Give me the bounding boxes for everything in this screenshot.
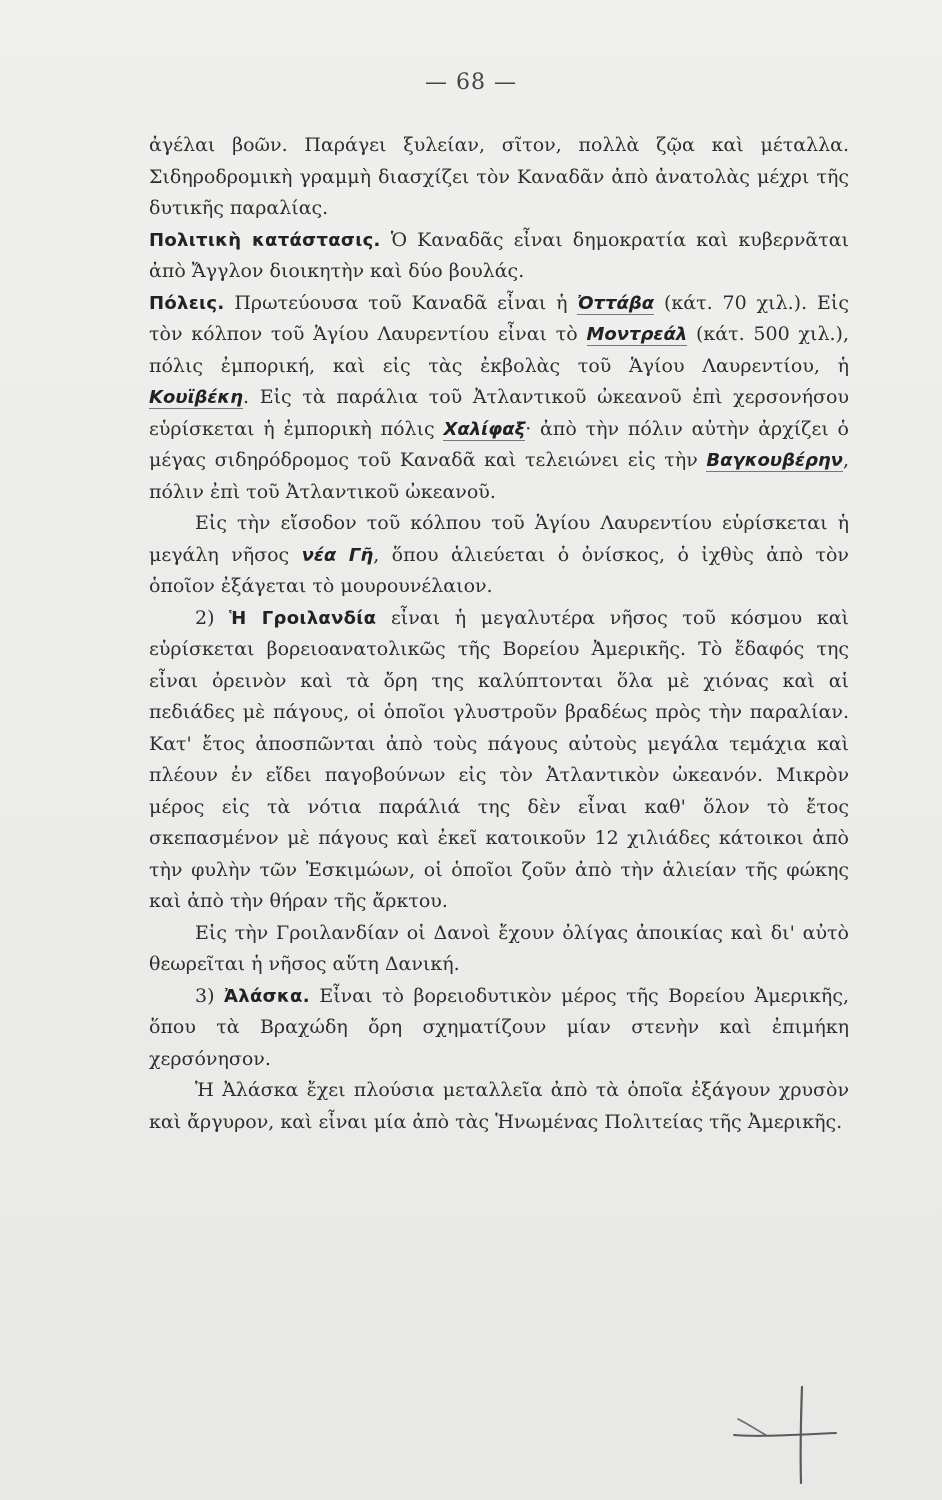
body-text: 3) — [195, 984, 225, 1007]
paragraph-p8 — [149, 1075, 849, 1138]
body-text: · ἀπὸ τὴν πόλιν αὐτὴν ἀρχίζει ὁ μέγας σιδηρόδρομος τοῦ Καναδᾶ καὶ τελειώνει εἰς τὴν — [149, 417, 849, 471]
section-heading: Ἡ Γροιλανδία — [229, 607, 377, 629]
page-text-body — [149, 130, 849, 1138]
place-name: Κουϊβέκη — [149, 387, 243, 408]
place-name: Βαγκουβέρην — [706, 450, 843, 471]
body-text: . Εἰς τὰ παράλια τοῦ Ἀτλαντικοῦ ὠκεανοῦ ἐπὶ χερσονήσου εὑρίσκεται ἡ ἐμπορικὴ πόλις — [149, 386, 849, 440]
place-name: Χαλίφαξ — [443, 418, 526, 440]
section-heading: Πολιτικὴ κατάστασις. — [149, 229, 381, 251]
paragraph-p2 — [149, 225, 849, 288]
paragraph-p1 — [149, 130, 849, 225]
place-name: Μοντρεάλ — [586, 324, 688, 345]
place-name: Ὀττάβα — [577, 292, 655, 314]
body-text: Πρωτεύουσα τοῦ Καναδᾶ εἶναι ἡ — [224, 291, 578, 314]
body-text: (κάτ. 500 χιλ.), πόλις ἐμπορική, καὶ εἰς τὰς ἐκβολὰς τοῦ Ἁγίου Λαυρεντίου, ἡ — [149, 323, 849, 377]
section-heading: Ἀλάσκα. — [224, 985, 310, 1007]
body-text: Ὁ Καναδᾶς εἶναι δημοκρατία καὶ κυβερνᾶται ἀπὸ Ἄγγλον διοικητὴν καὶ δύο βουλάς. — [149, 228, 849, 282]
body-text: Εἰς τὴν Γροιλανδίαν οἱ Δανοὶ ἔχουν ὀλίγας ἀποικίας καὶ δι' αὐτὸ θεωρεῖται ἡ νῆσος αὕτη Δανική. — [149, 921, 849, 975]
paragraph-p6 — [149, 918, 849, 981]
body-text: (κάτ. 70 χιλ.). Εἰς τὸν κόλπον τοῦ Ἁγίου Λαυρεντίου εἶναι τὸ — [149, 291, 849, 345]
body-text: , ὅπου ἁλιεύεται ὁ ὀνίσκος, ὁ ἰχθὺς ἀπὸ τὸν ὁποῖον ἐξάγεται τὸ μουρουνέλαιον. — [149, 543, 849, 597]
paragraph-p4 — [149, 508, 849, 603]
section-heading: Πόλεις. — [149, 292, 225, 314]
place-name: νέα Γῆ — [301, 544, 374, 566]
paragraph-p5 — [149, 603, 849, 918]
body-text: ἀγέλαι βοῶν. Παράγει ξυλείαν, σῖτον, πολλὰ ζῷα καὶ μέταλλα. Σιδηροδρομικὴ γραμμὴ διασχίζει τὸν Καναδᾶν ἀπὸ ἀνατολὰς μέχρι τῆς δυτικῆς παραλίας. — [149, 134, 849, 219]
body-text: 2) — [195, 606, 230, 629]
body-text: , πόλιν ἐπὶ τοῦ Ἀτλαντικοῦ ὠκεανοῦ. — [149, 449, 849, 503]
body-text: Εἰς τὴν εἴσοδον τοῦ κόλπου τοῦ Ἁγίου Λαυρεντίου εὑρίσκεται ἡ μεγάλη νῆσος — [149, 512, 849, 566]
page-number: — 68 — — [425, 70, 517, 95]
paragraph-p7 — [149, 981, 849, 1076]
paragraph-p3 — [149, 288, 849, 509]
body-text: Ἡ Ἀλάσκα ἔχει πλούσια μεταλλεῖα ἀπὸ τὰ ὁποῖα ἐξάγουν χρυσὸν καὶ ἄργυρον, καὶ εἶναι μία ἀπὸ τὰς Ἡνωμένας Πολιτείας τῆς Ἀμερικῆς. — [149, 1079, 849, 1133]
body-text: Εἶναι τὸ βορειοδυτικὸν μέρος τῆς Βορείου Ἀμερικῆς, ὅπου τὰ Βραχώδη ὄρη σχηματίζουν μίαν στενὴν καὶ ἐπιμήκη χερσόνησον. — [149, 984, 849, 1070]
body-text: εἶναι ἡ μεγαλυτέρα νῆσος τοῦ κόσμου καὶ εὑρίσκεται βορειοανατολικῶς τῆς Βορείου Ἀμερικῆς. Τὸ ἔδαφός της εἶναι ὀρεινὸν καὶ τὰ ὄρη της καλύπτονται ὅλα μὲ χιόνας καὶ αἱ πεδιάδες μὲ πάγους, οἱ ὁποῖοι γλυστροῦν βραδέως πρὸς τὴν παραλίαν. Κατ' ἔτος ἀποσπῶνται ἀπὸ τοὺς πάγους αὐτοὺς μεγάλα τεμάχια καὶ πλέουν ἐν εἴδει παγοβούνων εἰς τὸν Ἀτλαντικὸν ὠκεανόν. Μικρὸν μέρος εἰς τὰ νότια παράλιά της δὲν εἶναι καθ' ὅλον τὸ ἔτος σκεπασμένον μὲ πάγους καὶ ἐκεῖ κατοικοῦν 12 χιλιάδες κάτοικοι ἀπὸ τὴν φυλὴν τῶν Ἐσκιμώων, οἱ ὁποῖοι ζοῦν ἀπὸ τὴν ἁλιείαν τῆς φώκης καὶ ἀπὸ τὴν θήραν τῆς ἄρκτου. — [149, 606, 849, 912]
pencil-cross-mark — [730, 1385, 840, 1485]
